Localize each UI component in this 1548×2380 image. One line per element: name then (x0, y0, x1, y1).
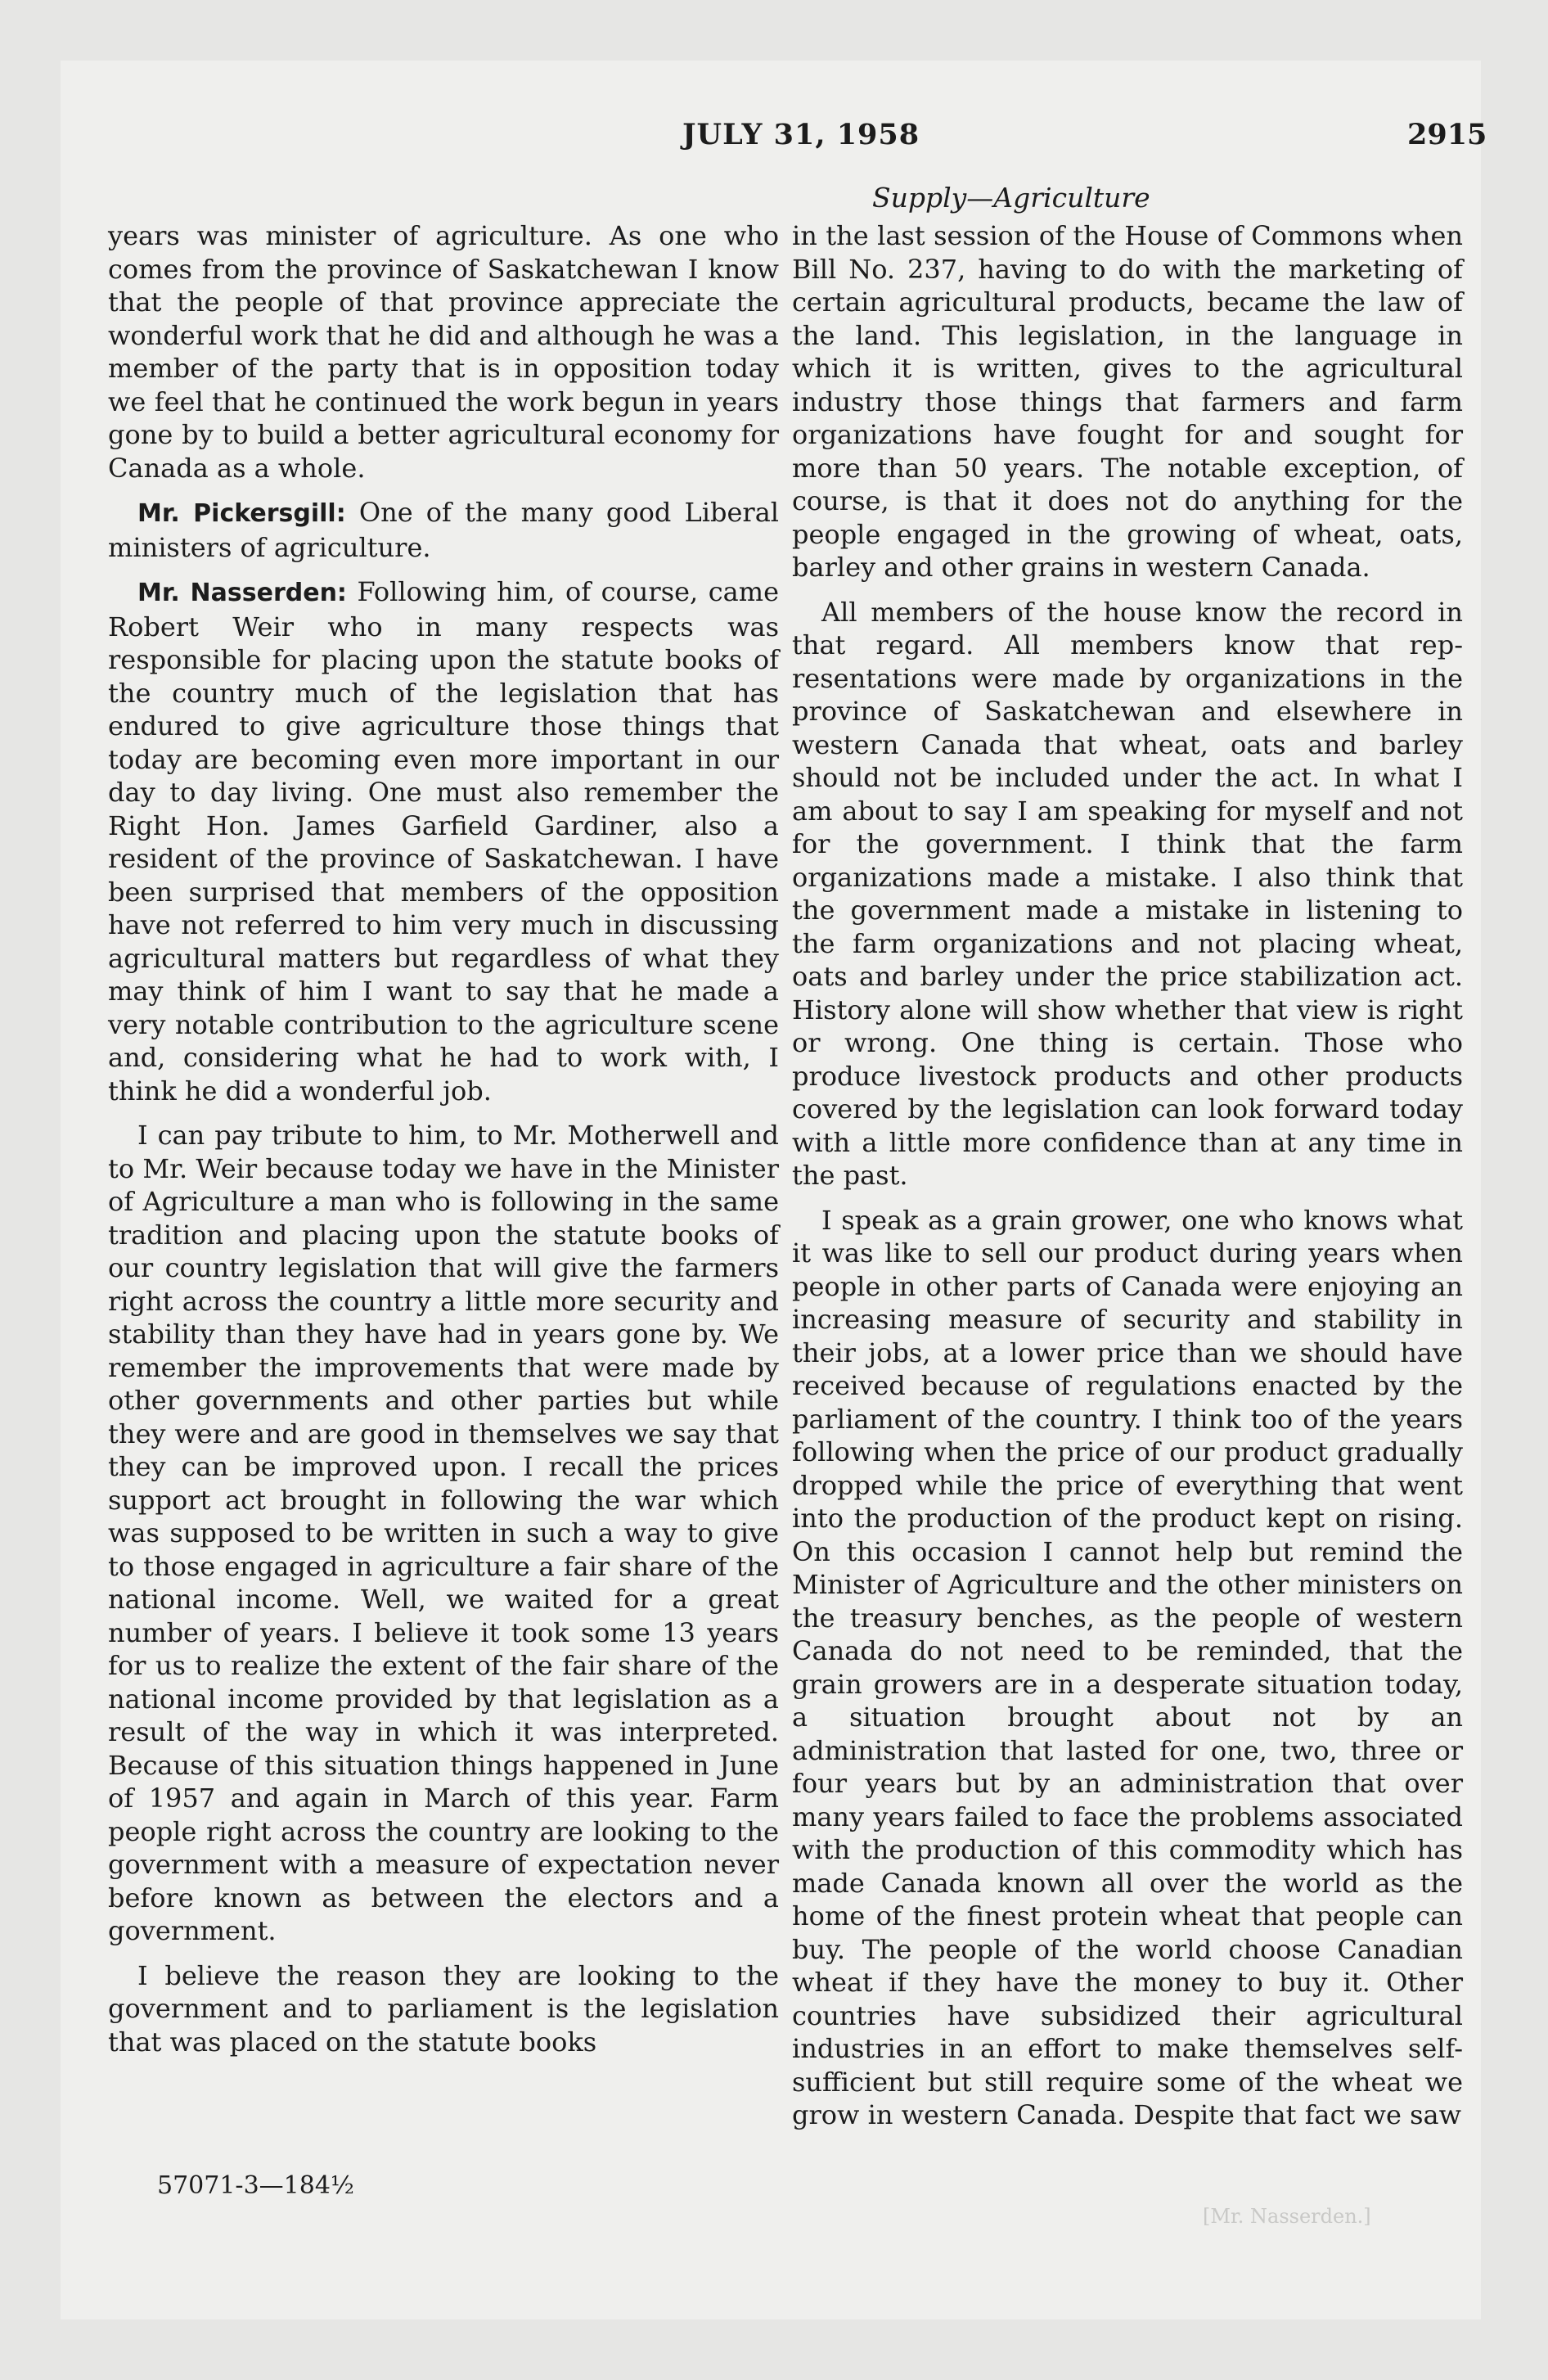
paragraph: I believe the reason they are looking to the government and to parliament is the legislation that was placed on the statute books (108, 1959, 779, 2058)
paragraph: in the last session of the House of Commons when Bill No. 237, having to do with the marketing of certain agricultural products, became the law of the land. This legislation, in the language in which it is written, gives to the agricultural industry those things that farmers and farm organizations have fought for and sought for more than 50 years. The notable exception, of course, is that it does not do anything for the people engaged in the growing of wheat, oats, barley and other grains in western Canada. (792, 220, 1463, 583)
paragraph: All members of the house know the record in that regard. All members know that representations were made by organizations in the province of Saskatchewan and elsewhere in western Canada that wheat, oats and barley should not be included under the act. In what I am about to say I am speaking for myself and not for the government. I think that the farm organizations made a mistake. I also think that the government made a mistake in listening to the farm organizations and not placing wheat, oats and barley under the price stabilization act. History alone will show whether that view is right or wrong. One thing is certain. Those who produce livestock products and other products covered by the legislation can look forward today with a little more confidence than at any time in the past. (792, 596, 1463, 1191)
paragraph (108, 496, 779, 564)
paragraph: I can pay tribute to him, to Mr. Motherwell and to Mr. Weir because today we have in the Minister of Agriculture a man who is following in the same tradition and placing upon the statute books of our country legislation that will give the farmers right across the country a little more security and stability than they have had in years gone by. We remember the improvements that were made by other governments and other parties but while they were and are good in themselves we say that they can be improved upon. I recall the prices support act brought in following the war which was supposed to be written in such a way to give to those engaged in agriculture a fair share of the national income. Well, we waited for a great number of years. I believe it took some 13 years for us to realize the extent of the fair share of the national income provided by that legislation as a result of the way in which it was interpreted. Because of this situation things happened in June of 1957 and again in March of this year. Farm people right across the country are looking to the government with a measure of expectation never before known as between the electors and a government. (108, 1120, 779, 1946)
bleed-through-text: [Mr. Nasserden.] (1203, 2205, 1371, 2228)
speaker-name: Mr. Nasserden: (137, 579, 347, 607)
page-number: 2915 (1407, 118, 1487, 151)
paragraph: I speak as a grain grower, one who knows what it was like to sell our product during years when people in other parts of Canada were enjoying an increasing measure of security and stability in their jobs, at a lower price than we should have received because of regulations enacted by the parliament of the country. I think too of the years following when the price of our product gradually dropped while the price of everything that went into the production of the product kept on rising. On this occasion I cannot help but remind the Minister of Agriculture and the other ministers on the treasury benches, as the people of western Canada do not need to be reminded, that the grain growers are in a desperate situation today, a situation brought about not by an administration that lasted for one, two, three or four years but by an administration that over many years failed to face the problems associated with the production of this commodity which has made Canada known all over the world as the home of the finest protein wheat that people can buy. The people of the world choose Canadian wheat if they have the money to buy it. Other countries have subsidized their agricultural industries in an effort to make themselves self-sufficient but still require some of the wheat we grow in western Canada. Despite that fact we saw (792, 1204, 1463, 2130)
paragraph (108, 575, 779, 1107)
speech-text: One of the many good Liberal ministers of agriculture. (108, 497, 780, 563)
speaker-name: Mr. Pickersgill: (137, 499, 346, 528)
left-column (108, 219, 779, 2070)
page-subject: Supply—Agriculture (872, 182, 1150, 214)
speech-text: Following him, of course, came Robert Weir who in many respects was responsible for placing upon the statute books of the country much of the legislation that has endured to give agriculture those things that today are becoming even more important in our day to day living. One must also remember the Right Hon. James Garfield Gardiner, also a resident of the province of Saskatchewan. I have been surprised that members of the opposition have not referred to him very much in discussing agricultural matters but regardless of what they may think of him I want to say that he made a very notable contribution to the agriculture scene and, considering what he had to work with, I think he did a wonderful job. (108, 576, 780, 1107)
printer-footnote: 57071-3—184½ (157, 2171, 354, 2200)
page-date: JULY 31, 1958 (682, 118, 920, 151)
paragraph: years was minister of agriculture. As one who comes from the province of Saskatchewan I know that the people of that province appreciate the wonderful work that he did and although he was a member of the party that is in opposition today we feel that he continued the work begun in years gone by to build a better agricultural economy for Canada as a whole. (108, 220, 779, 484)
right-column (792, 219, 1463, 2143)
